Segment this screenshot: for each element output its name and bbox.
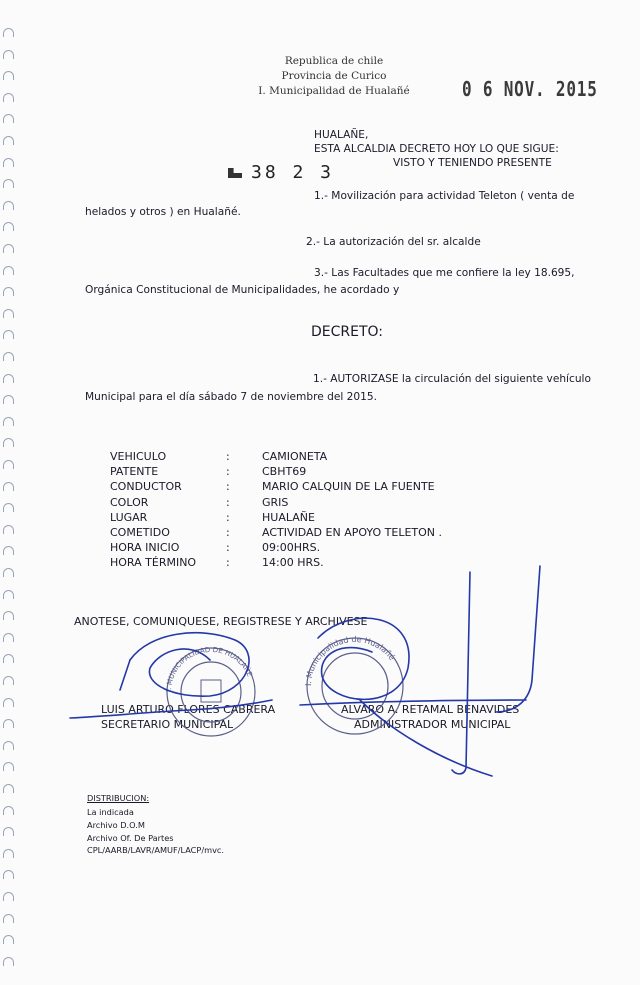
header-line-3: I. Municipalidad de Hualañé [258,85,410,97]
detail-value: HUALAÑE [262,510,315,524]
detail-value: ACTIVIDAD EN APOYO TELETON . [262,526,443,539]
svg-text:I. Municipalidad de Hualañé: I. Municipalidad de Hualañé [303,634,397,687]
header-line-2: Provincia de Curico [281,70,387,82]
signature-1-role: SECRETARIO MUNICIPAL [101,718,234,731]
signature-2-name: ALVARO A. RETAMAL BENAVIDES [341,703,520,716]
closing-line: ANOTESE, COMUNIQUESE, REGISTRESE Y ARCHIVESE [74,615,368,628]
detail-value: GRIS [262,495,289,509]
visto-1-line-2: helados y otros ) en Hualañé. [85,206,241,218]
distribution-title: DISTRIBUCION: [87,793,150,803]
detail-separator: : [226,450,230,463]
resolution-line-1: 1.- AUTORIZASE la circulación del siguiente vehículo [313,373,591,385]
date-stamp: 0 6 NOV. 2015 [462,77,598,101]
visto-3-line-2: Orgánica Constitucional de Municipalidades, he acordado y [85,284,400,296]
detail-label: PATENTE [110,465,159,479]
distribution-item: La indicada [87,807,134,817]
signature-2-role: ADMINISTRADOR MUNICIPAL [354,718,511,731]
detail-separator: : [226,510,230,524]
detail-separator: : [226,495,230,509]
svg-text:I. MUNICIPALIDAD DE HUALAÑE: I. MUNICIPALIDAD DE HUALAÑE [164,645,254,693]
detail-value: MARIO CALQUIN DE LA FUENTE [262,480,435,494]
detail-label: HORA TÉRMINO [110,556,197,570]
detail-value: 09:00HRS. [262,541,321,555]
detail-separator: : [226,480,230,494]
detail-label: COLOR [110,495,149,509]
visto-1-line-1: 1.- Movilización para actividad Teleton ( venta de [314,190,575,202]
detail-separator: : [226,556,230,570]
intro-line-1: ESTA ALCALDIA DECRETO HOY LO QUE SIGUE: [314,143,559,155]
signature-1-name: LUIS ARTURO FLORES CABRERA [101,703,276,716]
detail-separator: : [226,465,230,479]
detail-label: COMETIDO [110,526,170,539]
detail-separator: : [226,526,230,539]
detail-label: VEHICULO [110,450,167,463]
detail-label: LUGAR [110,510,148,524]
detail-label: CONDUCTOR [110,480,182,494]
place-line: HUALAÑE, [314,129,369,141]
visto-3-line-1: 3.- Las Facultades que me confiere la ley 18.695, [314,267,575,279]
detail-value: 14:00 HRS. [262,556,324,570]
detail-label: HORA INICIO [110,541,180,555]
decree-number: 38 2 3 [251,162,335,183]
intro-line-2: VISTO Y TENIENDO PRESENTE [393,157,552,169]
visto-2: 2.- La autorización del sr. alcalde [306,236,481,248]
distribution-item: CPL/AARB/LAVR/AMUF/LACP/mvc. [87,845,225,856]
detail-separator: : [226,541,230,555]
municipal-seal-2 [304,635,403,734]
detail-value: CAMIONETA [262,450,328,463]
distribution-item: Archivo Of. De Partes [87,832,174,843]
distribution-item: Archivo D.O.M [87,819,145,830]
resolution-line-2: Municipal para el día sábado 7 de noviembre del 2015. [85,391,377,403]
header-line-1: Republica de chile [284,55,384,67]
detail-value: CBHT69 [262,465,307,479]
signature-2-scribble [300,566,540,776]
decreto-title: DECRETO: [311,324,384,340]
